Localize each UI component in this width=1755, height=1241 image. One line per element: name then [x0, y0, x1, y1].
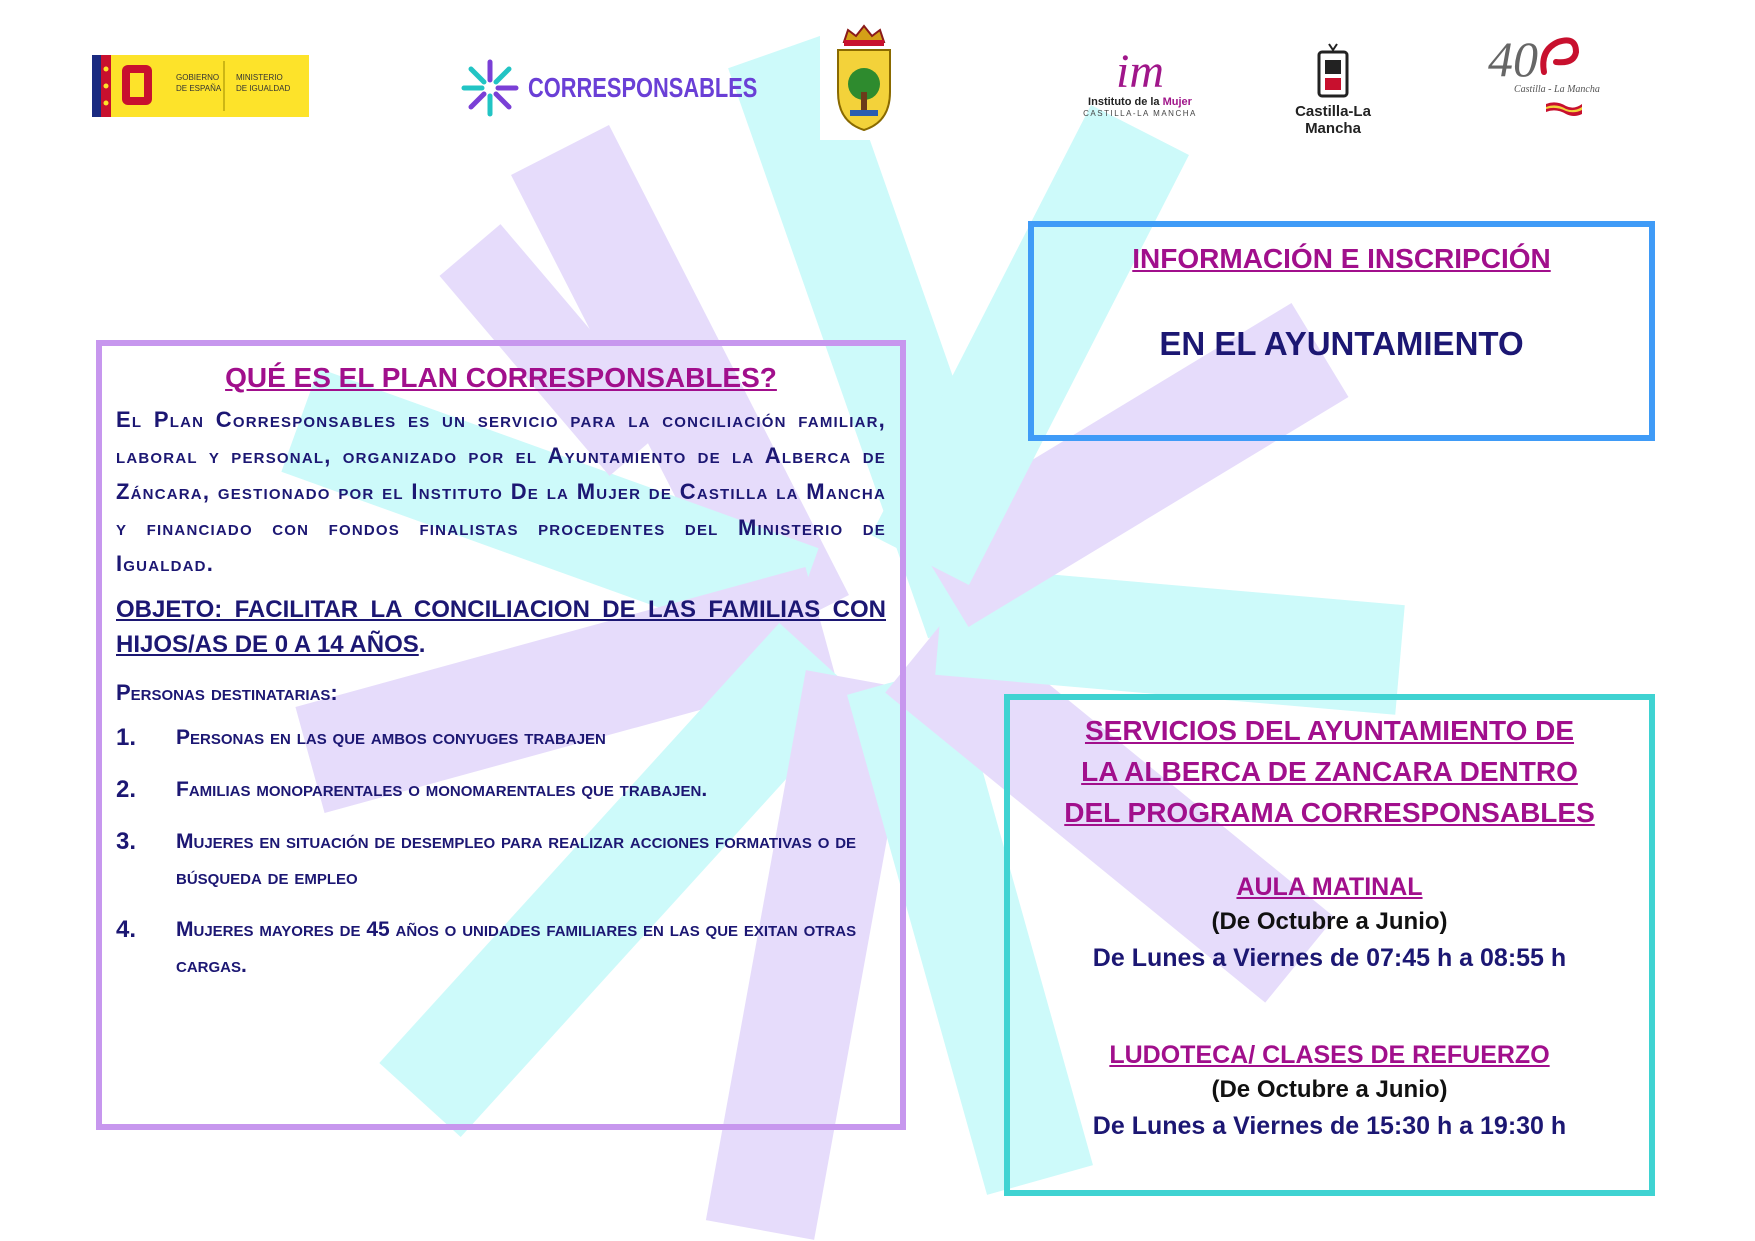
castle-icon: [1315, 42, 1351, 98]
list-item: [116, 824, 886, 896]
corresponsables-wordmark: CORRESPONSABLES: [528, 72, 758, 103]
list-item: [116, 772, 886, 808]
corresponsables-logo: [460, 58, 758, 120]
plan-info-box: [96, 340, 906, 1130]
list-item: [116, 720, 886, 756]
instituto-mujer-logo: [1075, 45, 1205, 120]
inscription-title: INFORMACIÓN E INSCRIPCIÓN: [1132, 243, 1551, 274]
instituto-line2: CASTILLA-LA MANCHA: [1083, 109, 1197, 118]
inscription-box: [1028, 221, 1655, 441]
corresponsables-star-icon: [460, 58, 520, 118]
coat-of-arms-logo: [820, 22, 908, 140]
ministerio-line2: DE IGUALDAD: [236, 84, 291, 93]
plan-objective-text: OBJETO: FACILITAR LA CONCILIACION DE LAS FAMILIAS CON HIJOS/AS DE 0 A 14 AÑOS: [116, 596, 886, 658]
destinatarias-heading: Personas destinatarias:: [116, 680, 338, 705]
castilla-wordmark: Castilla-La Mancha: [1295, 103, 1371, 137]
list-item-number: 2.: [116, 776, 137, 803]
aniversario-logo: [1488, 30, 1608, 125]
aniversario-swirl-icon: [1536, 32, 1586, 82]
aula-matinal-period: (De Octubre a Junio): [1211, 908, 1448, 935]
list-item: [116, 912, 886, 984]
services-box: [1004, 694, 1655, 1196]
inscription-place: EN EL AYUNTAMIENTO: [1159, 325, 1524, 362]
plan-title: QUÉ ES EL PLAN CORRESPONSABLES?: [225, 362, 777, 393]
list-item-text: Mujeres en situación de desempleo para realizar acciones formativas o de búsqueda de empleo: [176, 830, 857, 889]
gobierno-ministerio-logo: [92, 55, 309, 117]
instituto-line1-b: Mujer: [1162, 96, 1192, 108]
services-title-line: LA ALBERCA DE ZANCARA DENTRO: [1081, 756, 1578, 787]
list-item-number: 4.: [116, 916, 137, 943]
ludoteca-period: (De Octubre a Junio): [1211, 1076, 1448, 1103]
ludoteca-hours: De Lunes a Viernes de 15:30 h a 19:30 h: [1092, 1112, 1567, 1140]
plan-intro: El Plan Corresponsables es un servicio para la conciliación familiar, laboral y personal, organizado por el Ayuntamiento de la Alberca de Záncara, gestionado por el Instituto De la Mujer de Castilla la Mancha y financiado con fondos finalistas procedentes del Ministerio de Igualdad.: [116, 407, 886, 576]
list-item-text: Personas en las que ambos conyuges trabajen: [176, 726, 606, 749]
destinatarias-list: [116, 720, 886, 984]
aniversario-sub: Castilla - La Mancha: [1514, 84, 1600, 95]
services-title-line: SERVICIOS DEL AYUNTAMIENTO DE: [1084, 715, 1575, 746]
list-item-text: Mujeres mayores de 45 años o unidades familiares en las que exitan otras cargas.: [176, 918, 857, 977]
list-item-text: Familias monoparentales o monomarentales que trabajen.: [176, 778, 708, 801]
instituto-mark: im: [1116, 45, 1164, 98]
aniversario-number: 40: [1488, 31, 1538, 87]
plan-objective: [116, 592, 886, 662]
services-title-line: DEL PROGRAMA CORRESPONSABLES: [1064, 797, 1595, 828]
castilla-la-mancha-logo: [1268, 42, 1398, 137]
ministerio-line1: MINISTERIO: [236, 73, 283, 82]
list-item-number: 1.: [116, 724, 137, 751]
ludoteca-title: LUDOTECA/ CLASES DE REFUERZO: [1109, 1041, 1550, 1069]
flag-icon: [1544, 100, 1584, 118]
list-item-number: 3.: [116, 828, 137, 855]
gobierno-line1: GOBIERNO: [176, 73, 220, 82]
instituto-line1-a: Instituto de la: [1088, 96, 1163, 108]
plan-objective-end: .: [418, 631, 426, 658]
aula-matinal-hours: De Lunes a Viernes de 07:45 h a 08:55 h: [1092, 944, 1567, 972]
aula-matinal-title: AULA MATINAL: [1236, 873, 1423, 901]
services-title: [1010, 710, 1649, 833]
gobierno-line2: DE ESPAÑA: [176, 84, 222, 93]
